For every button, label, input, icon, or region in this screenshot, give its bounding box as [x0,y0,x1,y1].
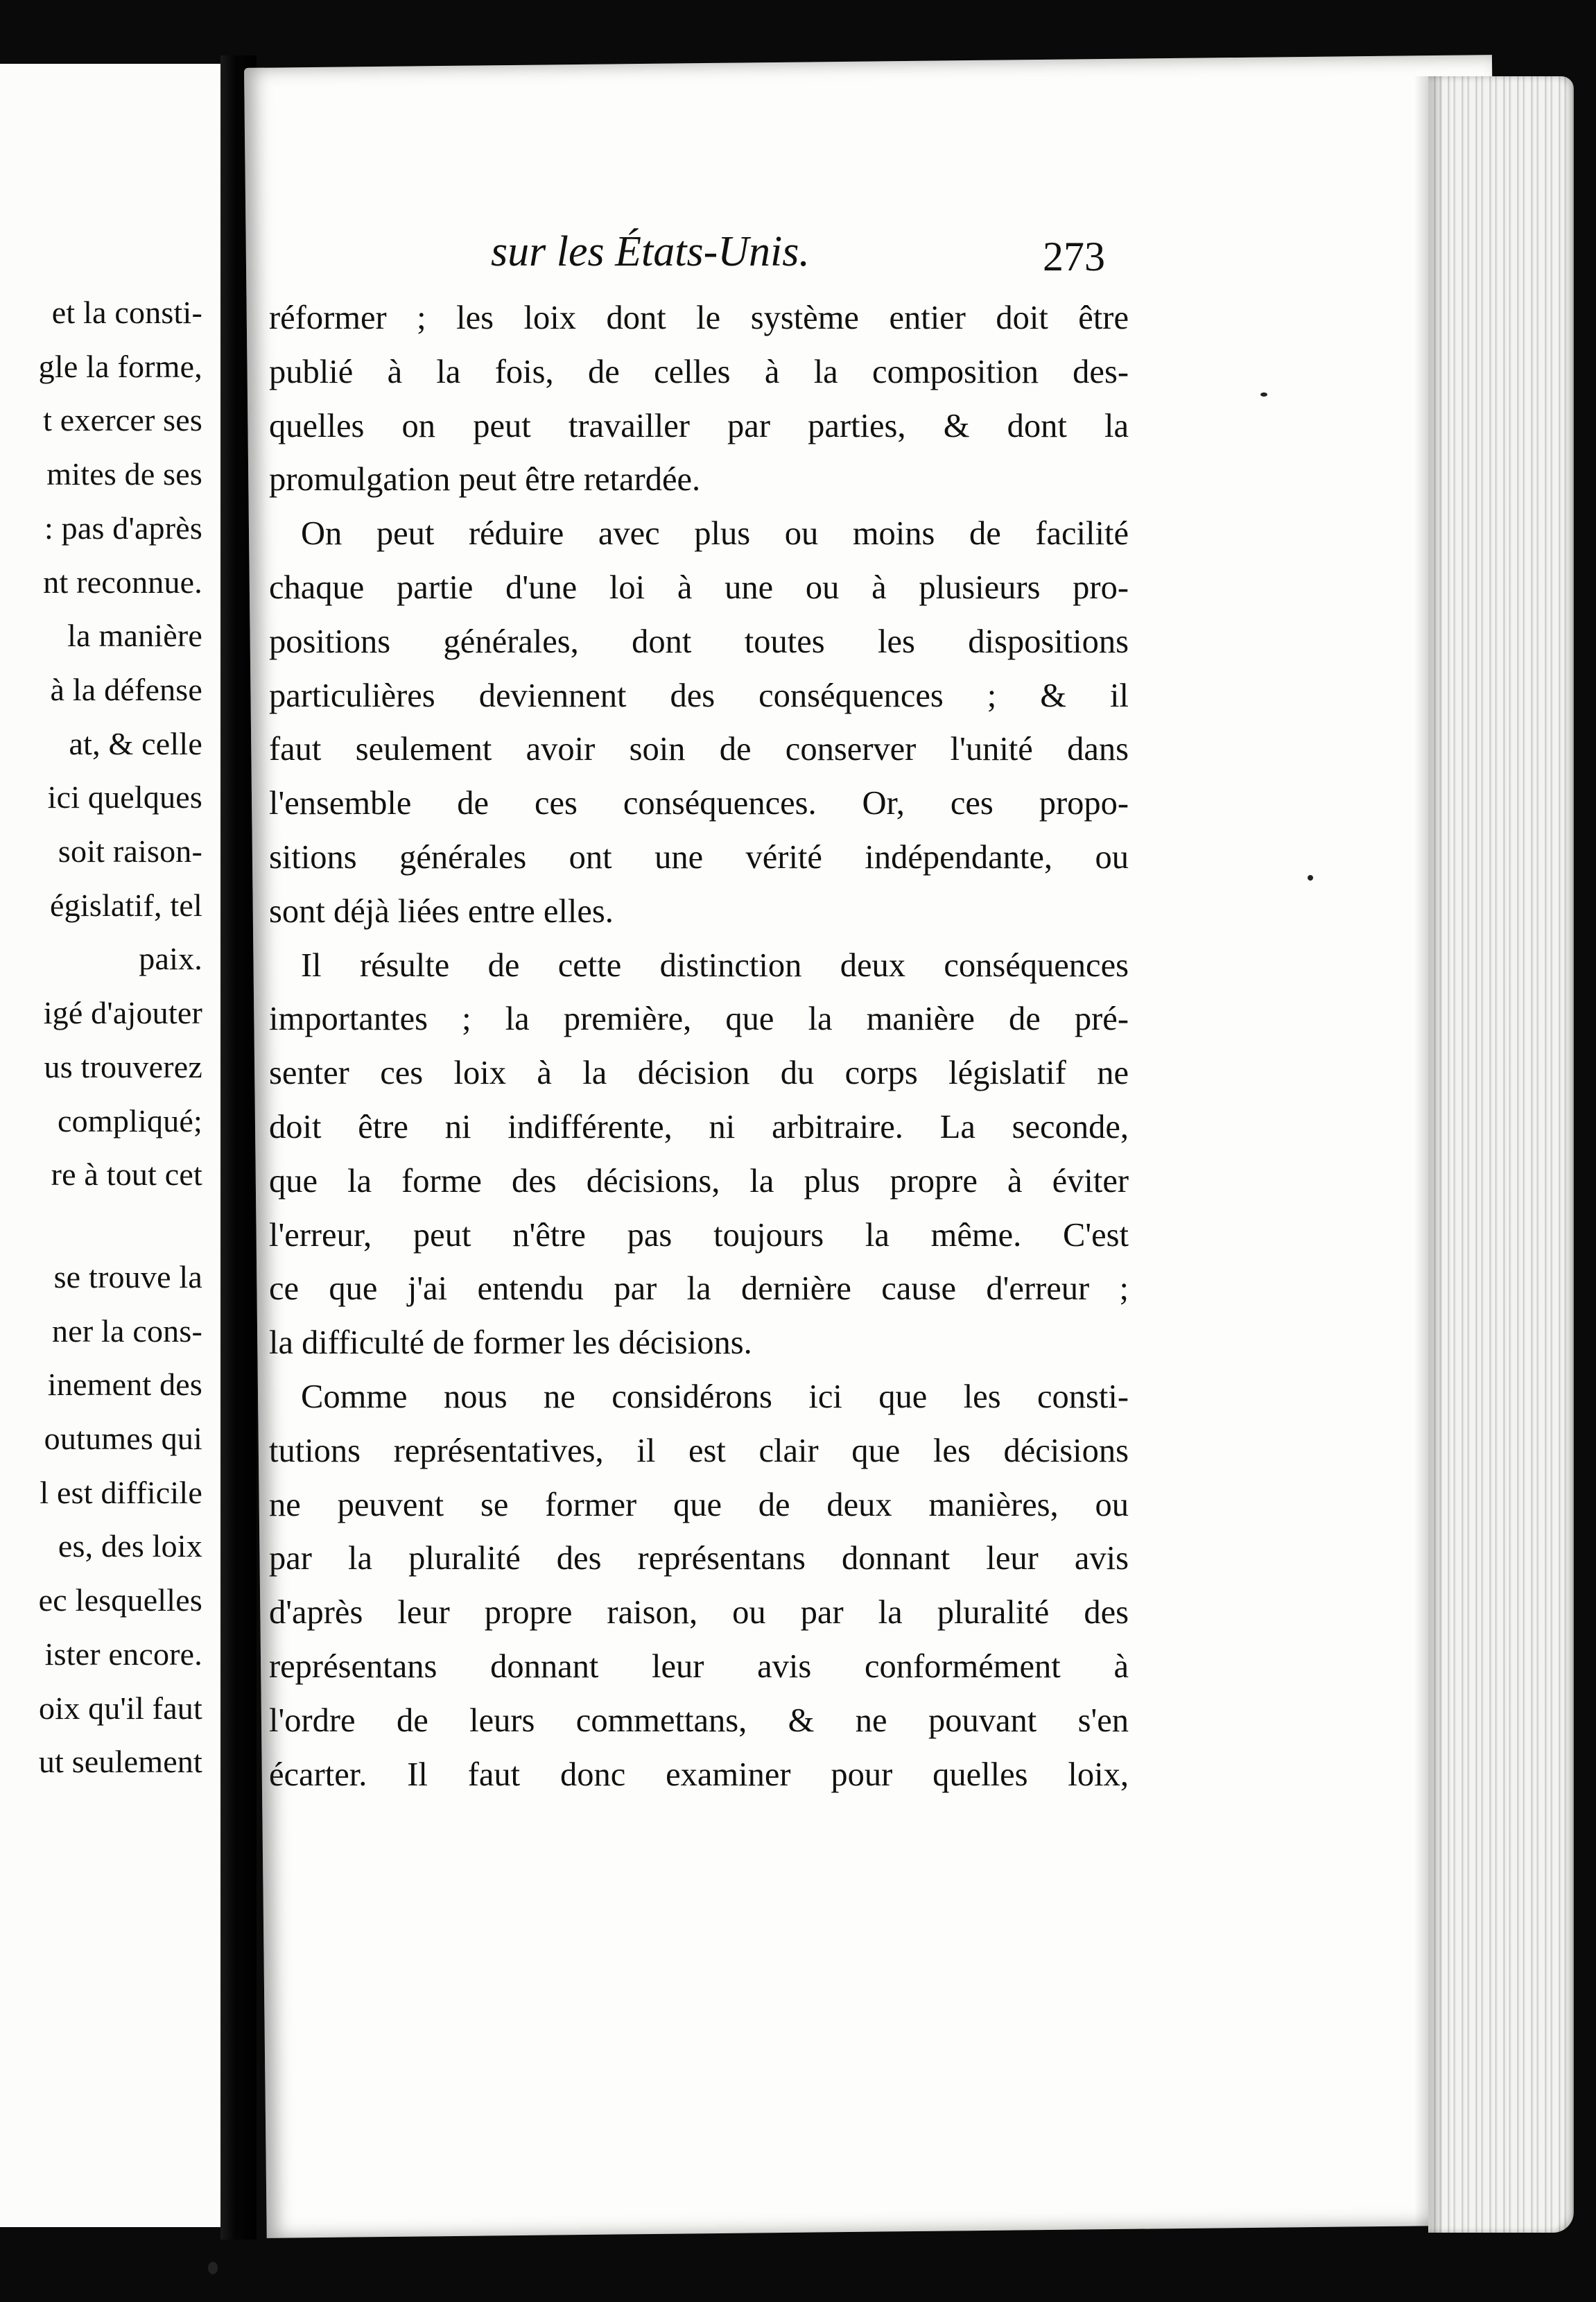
paragraph [269,291,1129,507]
left-page-line: l est difficile [40,1474,202,1510]
scan-speck [208,2262,218,2274]
left-page-line: : pas d'après [44,510,202,546]
left-page-line: outumes qui [44,1421,202,1457]
page-edge-shadow [1414,76,1442,2233]
text-line: importantes ; la première, que la manière de pré- [269,1001,1129,1038]
text-line: la difficulté de former les décisions. [269,1324,752,1362]
text-line: l'ensemble de ces conséquences. Or, ces propo- [269,785,1129,822]
text-line: Comme nous ne considérons ici que les consti- [301,1378,1129,1415]
left-page-line: à la défense [50,671,202,707]
left-page-line: égislatif, tel [50,887,202,923]
text-line: positions générales, dont toutes les dispositions [269,623,1129,660]
paragraph [269,1370,1129,1801]
left-page-line: oix qu'il faut [39,1690,202,1726]
left-page-line: igé d'ajouter [43,995,202,1031]
left-page-line: us trouverez [44,1048,202,1084]
text-line: particulières deviennent des conséquences ; & il [269,677,1129,714]
left-page-line: se trouve la [53,1258,202,1295]
scan-speck [1260,392,1267,397]
text-line: l'ordre de leurs commettans, & ne pouvant s'en [269,1702,1129,1739]
text-line: publié à la fois, de celles à la composition des- [269,353,1129,390]
left-page-line: t exercer ses [43,402,202,438]
text-line: que la forme des décisions, la plus propre à éviter [269,1162,1129,1200]
text-line: réformer ; les loix dont le système entier doit être [269,300,1129,336]
left-page-line: mites de ses [46,456,202,492]
running-header [244,227,1145,290]
text-line: Il résulte de cette distinction deux conséquences [301,946,1129,984]
paragraph [269,507,1129,938]
left-page-line: gle la forme, [38,348,202,384]
left-page-line: ici quelques [47,779,202,815]
paragraph [269,939,1129,1370]
left-page-line: at, & celle [69,725,202,761]
text-line: écarter. Il faut donc examiner pour quelles loix, [269,1756,1129,1793]
text-line: chaque partie d'une loi à une ou à plusieurs pro- [269,569,1129,606]
text-line: sont déjà liées entre elles. [269,892,614,930]
text-line: par la pluralité des représentans donnant leur avis [269,1540,1129,1577]
left-page-line: es, des loix [58,1528,202,1564]
left-facing-page [0,64,220,2227]
text-line: On peut réduire avec plus ou moins de facilité [301,515,1129,553]
text-line: promulgation peut être retardée. [269,461,701,499]
text-line: ce que j'ai entendu par la dernière cause d'erreur ; [269,1270,1129,1308]
left-page-line: re à tout cet [51,1157,202,1193]
body-text [269,291,1129,1801]
text-line: sitions générales ont une vérité indépendante, ou [269,838,1129,876]
left-page-line: inement des [47,1367,202,1403]
left-page-line: ner la cons- [52,1313,202,1349]
text-line: tutions représentatives, il est clair que les décisions [269,1432,1129,1469]
text-line: représentans donnant leur avis conformément à [269,1647,1129,1685]
page-number: 273 [1043,234,1105,279]
scan-speck [1308,875,1313,881]
left-page-line: nt reconnue. [43,564,202,600]
text-line: l'erreur, peut n'être pas toujours la même. C'est [269,1216,1129,1254]
page-edges [1428,76,1574,2233]
left-page-line: la manière [67,618,202,654]
text-line: quelles on peut travailler par parties, & dont la [269,407,1129,444]
left-page-line: ut seulement [38,1744,202,1780]
text-line: senter ces loix à la décision du corps législatif ne [269,1055,1129,1092]
left-page-text [0,286,202,1789]
left-page-line: soit raison- [58,833,202,869]
text-line: d'après leur propre raison, ou par la pluralité des [269,1594,1129,1632]
running-title: sur les États-Unis. [491,228,810,275]
left-page-line: paix. [139,941,202,977]
text-line: doit être ni indifférente, ni arbitraire. La seconde, [269,1108,1129,1145]
text-line: ne peuvent se former que de deux manières, ou [269,1486,1129,1523]
left-page-line: ec lesquelles [38,1582,202,1618]
left-page-line: et la consti- [51,295,202,330]
text-line: faut seulement avoir soin de conserver l'unité dans [269,731,1129,768]
left-page-line: compliqué; [58,1102,202,1139]
left-page-line: ister encore. [44,1636,202,1672]
